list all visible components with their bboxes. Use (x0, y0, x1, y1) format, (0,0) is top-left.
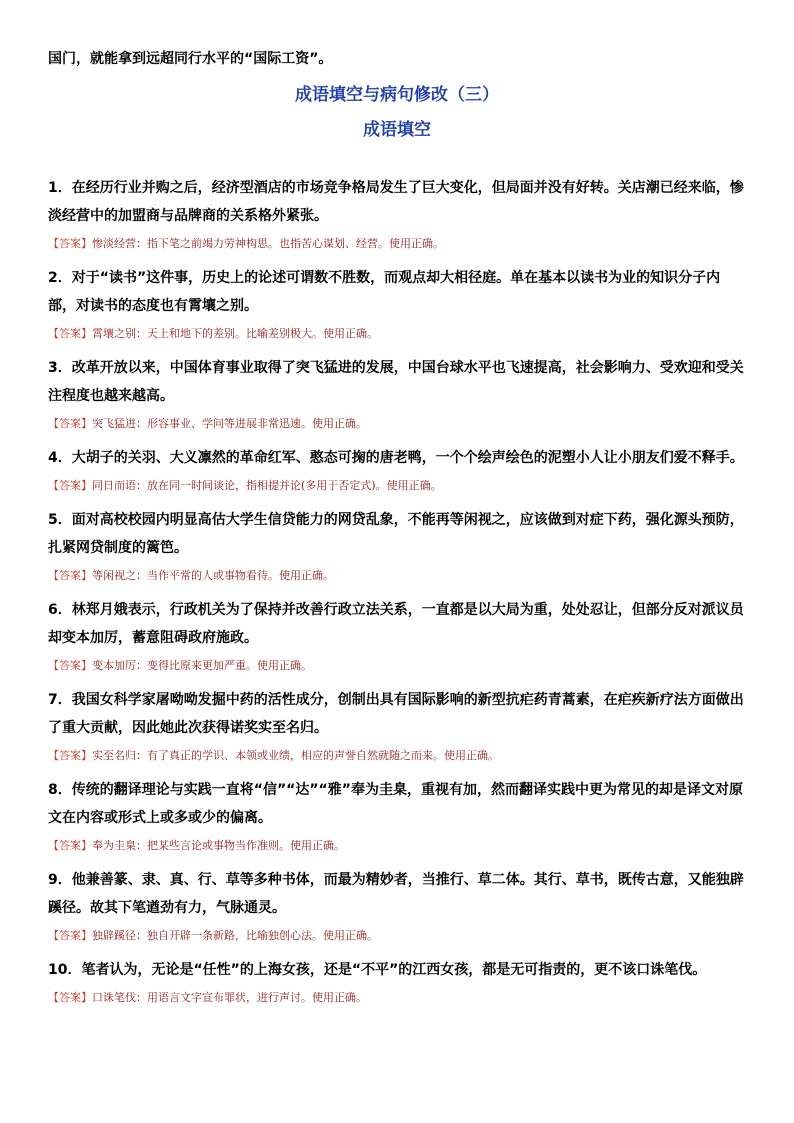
answer-text: 等闲视之：当作平常的人或事物看待。使用正确。 (92, 569, 334, 582)
answer-tag: 【答案】 (48, 991, 92, 1004)
question-body: 他兼善篆、隶、真、行、草等多种书体，而最为精妙者，当推行、草二体。其行、草书，既传古意，又能独辟蹊径。故其下笔遒劲有力，气脉通灵。 (48, 872, 744, 916)
question-item (48, 354, 748, 436)
answer-text: 霄壤之别：天上和地下的差别。比喻差别极大。使用正确。 (92, 327, 378, 340)
lead-text: 国门，就能拿到远超同行水平的“国际工资”。 (48, 51, 333, 67)
answer-text: 口诛笔伐：用语言文字宣布罪状，进行声讨。使用正确。 (92, 991, 367, 1004)
question-item (48, 444, 748, 498)
answer-text: 同日而语：放在同一时间谈论，指相提并论(多用于否定式)。使用正确。 (92, 479, 442, 492)
question-text (48, 776, 748, 832)
question-number: 7． (48, 692, 72, 708)
question-number: 4． (48, 450, 72, 466)
question-body: 我国女科学家屠呦呦发掘中药的活性成分，创制出具有国际影响的新型抗疟药青蒿素，在疟疾新疗法方面做出了重大贡献，因此她此次获得诺奖实至名归。 (48, 692, 744, 736)
answer-line (48, 654, 748, 678)
answer-line (48, 322, 748, 346)
answer-tag: 【答案】 (48, 659, 92, 672)
question-item (48, 776, 748, 858)
question-text (48, 354, 748, 410)
answer-line (48, 834, 748, 858)
answer-text: 实至名归：有了真正的学识、本领或业绩，相应的声誉自然就随之而来。使用正确。 (92, 749, 499, 762)
answer-line (48, 924, 748, 948)
question-item (48, 956, 748, 1010)
answer-tag: 【答案】 (48, 569, 92, 582)
question-body: 改革开放以来，中国体育事业取得了突飞猛进的发展，中国台球水平也飞速提高，社会影响力、受欢迎和受关注程度也越来越高。 (48, 360, 744, 404)
answer-text: 变本加厉：变得比原来更加严重。使用正确。 (92, 659, 312, 672)
question-text (48, 444, 748, 472)
question-text (48, 596, 748, 652)
question-item (48, 264, 748, 346)
answer-text: 突飞猛进：形容事业、学问等进展非常迅速。使用正确。 (92, 417, 367, 430)
answer-line (48, 986, 748, 1010)
answer-line (48, 412, 748, 436)
question-item (48, 174, 748, 256)
question-body: 笔者认为，无论是“任性”的上海女孩，还是“不平”的江西女孩，都是无可指责的，更不该口诛笔伐。 (81, 962, 707, 978)
answer-tag: 【答案】 (48, 237, 92, 250)
question-number: 2． (48, 270, 72, 286)
question-text (48, 686, 748, 742)
question-number: 5． (48, 512, 72, 528)
answer-text: 独辟蹊径：独自开辟一条新路，比喻独创心法。使用正确。 (92, 929, 378, 942)
answer-tag: 【答案】 (48, 417, 92, 430)
question-text (48, 174, 748, 230)
question-number: 9． (48, 872, 72, 888)
question-number: 10． (48, 962, 82, 978)
answer-tag: 【答案】 (48, 929, 92, 942)
section-title: 成语填空 (363, 120, 431, 140)
question-body: 对于“读书”这件事，历史上的论述可谓数不胜数，而观点却大相径庭。单在基本以读书为业的知识分子内部，对读书的态度也有霄壤之别。 (48, 270, 721, 314)
question-list (48, 174, 748, 1018)
question-item (48, 866, 748, 948)
question-number: 6． (48, 602, 72, 618)
answer-tag: 【答案】 (48, 839, 92, 852)
answer-tag: 【答案】 (48, 327, 92, 340)
question-body: 面对高校校园内明显高估大学生信贷能力的网贷乱象，不能再等闲视之，应该做到对症下药，强化源头预防，扎紧网贷制度的篱笆。 (48, 512, 744, 556)
question-text (48, 506, 748, 562)
question-body: 林郑月娥表示，行政机关为了保持并改善行政立法关系，一直都是以大局为重，处处忍让，但部分反对派议员却变本加厉，蓄意阻碍政府施政。 (48, 602, 744, 646)
question-item (48, 506, 748, 588)
answer-line (48, 232, 748, 256)
question-number: 8． (48, 782, 72, 798)
question-body: 传统的翻译理论与实践一直将“信”“达”“雅”奉为圭臬，重视有加，然而翻译实践中更为常见的却是译文对原文在内容或形式上或多或少的偏离。 (48, 782, 743, 826)
question-body: 在经历行业并购之后，经济型酒店的市场竞争格局发生了巨大变化，但局面并没有好转。关店潮已经来临，惨淡经营中的加盟商与品牌商的关系格外紧张。 (48, 180, 744, 224)
answer-text: 奉为圭臬：把某些言论或事物当作准则。使用正确。 (92, 839, 345, 852)
question-text (48, 264, 748, 320)
answer-line (48, 564, 748, 588)
answer-line (48, 744, 748, 768)
question-number: 3． (48, 360, 72, 376)
question-number: 1． (48, 180, 72, 196)
answer-tag: 【答案】 (48, 749, 92, 762)
answer-line (48, 474, 748, 498)
question-body: 大胡子的关羽、大义凛然的革命红军、憨态可掬的唐老鸭，一个个绘声绘色的泥塑小人让小朋友们爱不释手。 (71, 450, 744, 466)
page-title: 成语填空与病句修改（三） (295, 85, 499, 105)
question-text (48, 866, 748, 922)
question-item (48, 686, 748, 768)
answer-text: 惨淡经营：指下笔之前竭力劳神构思。也指苦心谋划、经营。使用正确。 (92, 237, 444, 250)
question-item (48, 596, 748, 678)
answer-tag: 【答案】 (48, 479, 92, 492)
question-text (48, 956, 748, 984)
